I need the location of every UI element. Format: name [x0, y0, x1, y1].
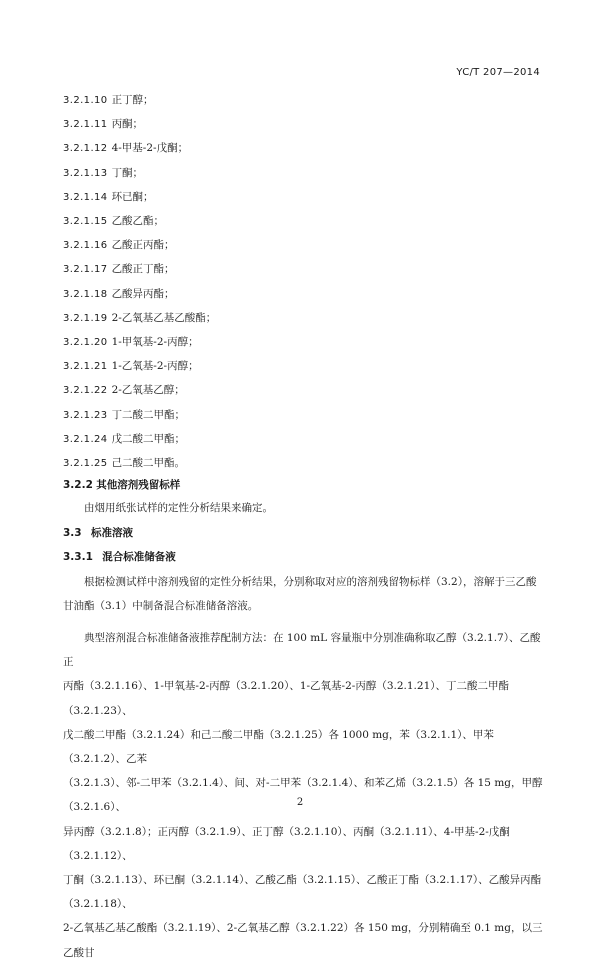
list-item-number: 3.2.1.12 [63, 143, 108, 155]
list-item-text: 丙酮； [111, 118, 144, 131]
list-item-text: 2-乙氧基乙醇； [111, 384, 185, 397]
list-item-text: 丁二酸二甲酯； [111, 408, 186, 421]
list-item-text: 戊二酸二甲酯； [111, 432, 186, 445]
section-number: 3.3.1 [63, 551, 93, 563]
section-title: 标准溶液 [90, 527, 133, 539]
list-item-number: 3.2.1.19 [63, 312, 108, 324]
paragraph-line: 丁酮（3.2.1.13）、环已酮（3.2.1.14）、乙酸乙酯（3.2.1.15）、乙酸正丁酯（3.2.1.17）、乙酸异丙酯（3.2.1.18）、 [63, 874, 542, 911]
section-title: 混合标准储备液 [102, 551, 176, 563]
list-item-number: 3.2.1.14 [63, 191, 108, 203]
list-item [63, 359, 199, 374]
standard-code: YC/T 207—2014 [456, 67, 540, 78]
list-item-text: 丁酮； [111, 166, 144, 179]
paragraph-line: 2-乙氧基乙基乙酸酯（3.2.1.19）、2-乙氧基乙醇（3.2.1.22）各 150 mg，分别精确至 0.1 mg，以三乙酸甘 [63, 922, 543, 959]
list-item-text: 4-甲基-2-戊酮； [111, 142, 189, 155]
section-3-2-2-heading [63, 478, 180, 492]
section-3-3-heading [63, 526, 133, 540]
list-item-number: 3.2.1.16 [63, 240, 108, 252]
list-item-number: 3.2.1.18 [63, 288, 108, 300]
list-item-text: 乙酸正丁酯； [111, 263, 175, 276]
list-item [63, 190, 154, 205]
list-item [63, 432, 185, 447]
list-item-number: 3.2.1.10 [63, 95, 108, 106]
list-item [63, 311, 216, 326]
list-item-number: 3.2.1.20 [63, 337, 108, 348]
page-number: 2 [296, 797, 304, 808]
list-item-text: 2-乙氧基乙基乙酸酯； [111, 311, 217, 324]
list-item-text: 1-乙氧基-2-丙醇； [111, 360, 199, 373]
paragraph-line: 典型溶剂混合标准储备液推荐配制方法：在 100 mL 容量瓶中分别准确称取乙醇（3.2.1.7）、乙酸正 [63, 632, 541, 669]
list-item-number: 3.2.1.23 [63, 409, 108, 421]
list-item [63, 456, 185, 471]
paragraph-line: 戊二酸二甲酯（3.2.1.24）和己二酸二甲酯（3.2.1.25）各 1000 mg，苯（3.2.1.1）、甲苯（3.2.1.2）、乙苯 [63, 728, 494, 766]
paragraph-line: 甘油酯（3.1）中制备混合标准储备溶液。 [63, 600, 259, 612]
paragraph-line: 丙酯（3.2.1.16）、1-甲氧基-2-丙醇（3.2.1.20）、1-乙氧基-2-丙醇（3.2.1.21）、丁二酸二甲酯（3.2.1.23）、 [63, 680, 510, 717]
list-item-text: 乙酸乙酯； [111, 215, 165, 227]
list-item [63, 238, 175, 253]
list-item-text: 正丁醇； [111, 94, 154, 106]
paragraph-line: 根据检测试样中溶剂残留的定性分析结果，分别称取对应的溶剂残留物标样（3.2），溶解于三乙酸 [84, 576, 537, 588]
list-item-text: 环已酮； [111, 190, 154, 203]
list-item-number: 3.2.1.15 [63, 216, 108, 227]
section-number: 3.2.2 [63, 479, 93, 491]
paragraph-line: （3.2.1.3）、邻-二甲苯（3.2.1.4）、间、对-二甲苯（3.2.1.4）、和苯乙烯（3.2.1.5）各 15 mg，甲醇（3.2.1.6）、 [63, 777, 543, 814]
list-item-number: 3.2.1.25 [63, 458, 108, 469]
list-item [63, 141, 188, 156]
list-item-text: 己二酸二甲酯。 [111, 457, 186, 469]
list-item [63, 335, 199, 350]
list-item [63, 287, 175, 302]
list-item [63, 214, 164, 229]
list-item-number: 3.2.1.17 [63, 264, 108, 276]
paragraph-line: 异丙醇（3.2.1.8）；正丙醇（3.2.1.9）、正丁醇（3.2.1.10）、丙酮（3.2.1.11）、4-甲基-2-戊酮（3.2.1.12）、 [63, 825, 510, 862]
list-item-number: 3.2.1.13 [63, 167, 108, 179]
section-3-3-1-heading [63, 550, 176, 564]
section-3-2-2-body: 由烟用纸张试样的定性分析结果来确定。 [84, 502, 273, 514]
list-item [63, 117, 143, 132]
list-item-number: 3.2.1.22 [63, 385, 108, 397]
list-item-number: 3.2.1.21 [63, 361, 108, 373]
list-item [63, 166, 143, 181]
list-item [63, 262, 175, 277]
section-title: 其他溶剂残留标样 [96, 479, 181, 491]
list-item [63, 408, 185, 423]
list-item-text: 1-甲氧基-2-丙醇； [111, 336, 199, 348]
paragraph-recommended-method [63, 626, 543, 965]
list-item-text: 乙酸异丙酯； [111, 287, 175, 300]
list-item-number: 3.2.1.11 [63, 119, 108, 131]
list-item-number: 3.2.1.24 [63, 433, 108, 445]
list-item-text: 乙酸正丙酯； [111, 239, 175, 252]
list-item [63, 93, 154, 108]
list-item [63, 383, 185, 398]
section-number: 3.3 [63, 527, 82, 539]
paragraph-preparation [63, 570, 543, 618]
